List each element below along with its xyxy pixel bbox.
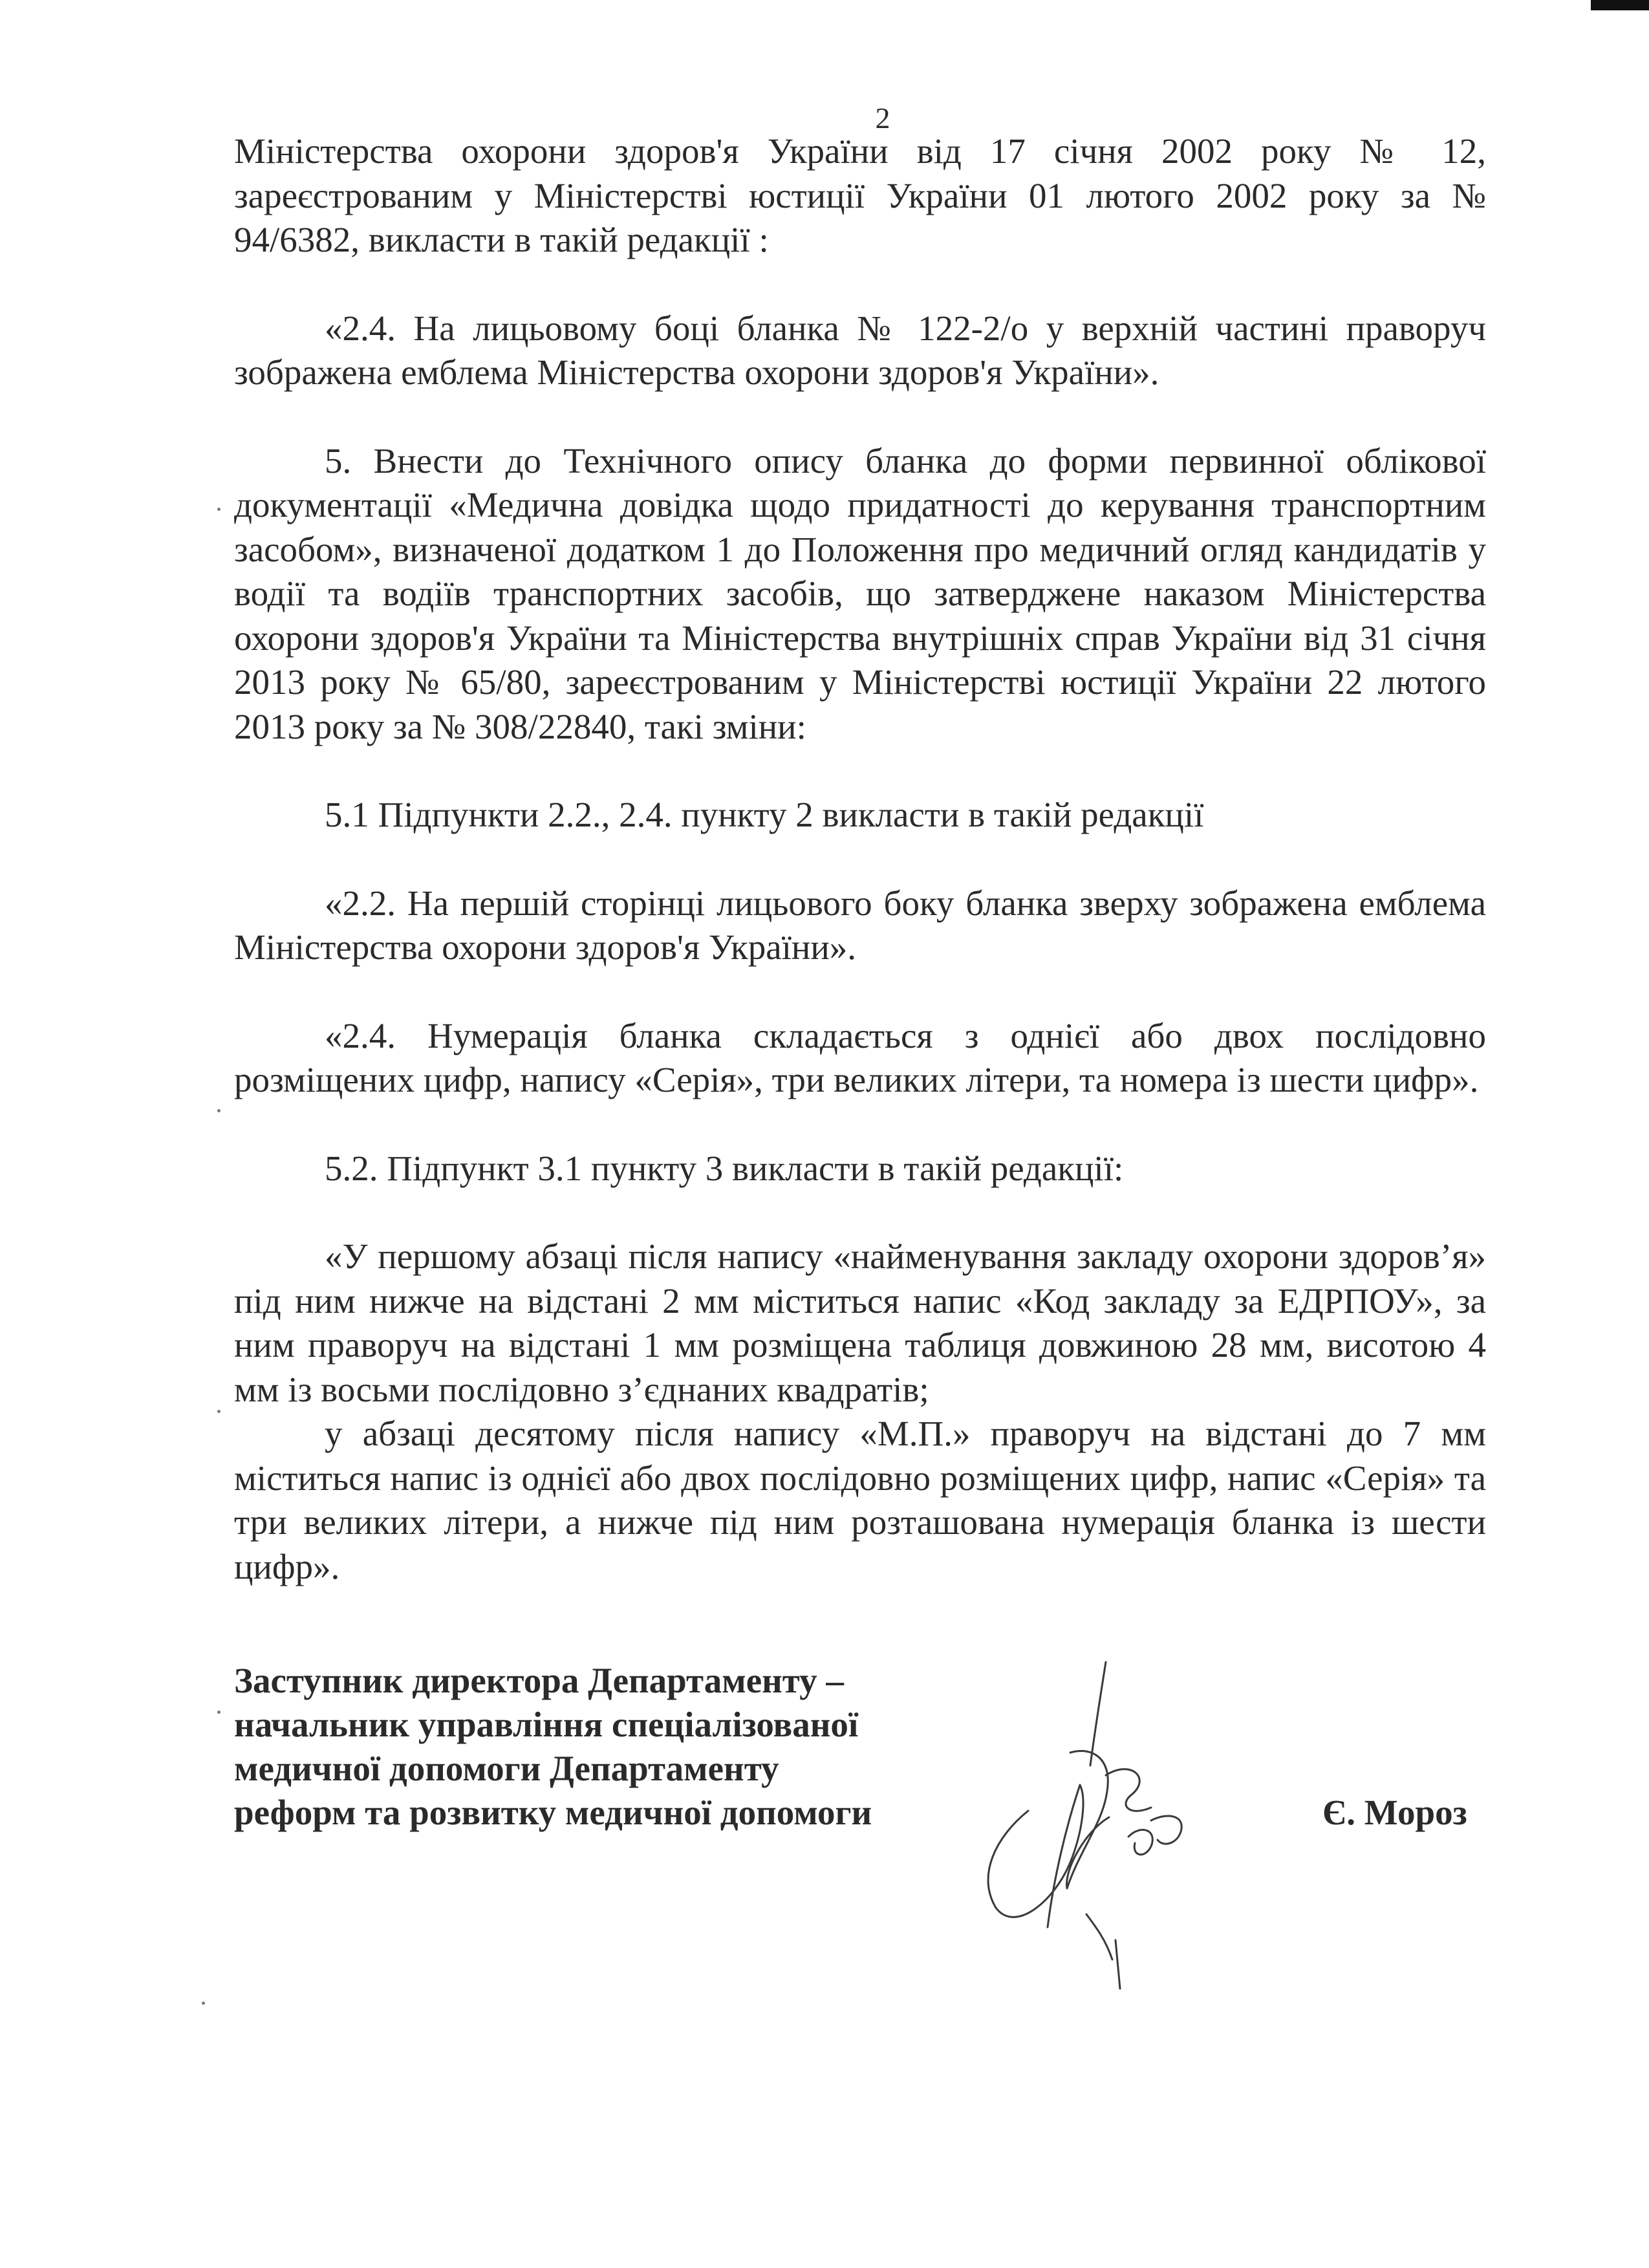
scan-speck (217, 1109, 221, 1112)
paragraph-2-2-quote: «2.2. На першій сторінці лицьового боку бланка зверху зображена емблема Міністерства охорони здоров'я України». (234, 883, 1486, 967)
paragraph-2-4-numbering: «2.4. Нумерація бланка складається з однієї або двох послідовно розміщених цифр, напису «Серія», три великих літери, та номера із шести цифр». (234, 1015, 1486, 1099)
signatory-title (234, 1659, 1042, 1835)
handwritten-signature (957, 1656, 1242, 1992)
paragraph-continuation: Міністерства охорони здоров'я України від 17 січня 2002 року № 12, зареєстрованим у Міністерстві юстиції України 01 лютого 2002 року за № 94/6382, викласти в такій редакції : (234, 131, 1486, 259)
paragraph-5-2: 5.2. Підпункт 3.1 пункту 3 викласти в такій редакції: (325, 1148, 1124, 1188)
paragraph-tenth-abzac: у абзаці десятому після напису «М.П.» праворуч на відстані до 7 мм міститься напис із однієї або двох послідовно розміщених цифр, напис «Серія» та три великих літери, а нижче під ним розташована нумерація бланка із шести цифр». (234, 1414, 1486, 1586)
signatory-title-line: реформ та розвитку медичної допомоги (234, 1793, 872, 1832)
paragraph-2-4-emblem: «2.4. На лицьовому боці бланка № 122-2/о у верхній частині праворуч зображена емблема Міністерства охорони здоров'я України». (234, 308, 1486, 392)
paragraph-5-amendments: 5. Внести до Технічного опису бланка до форми первинної облікової документації «Медична довідка щодо придатності до керування транспортним засобом», визначеної додатком 1 до Положення про медичний огляд кандидатів у водії та водіїв транспортних засобів, що затверджене наказом Міністерства охорони здоров'я України та Міністерства внутрішніх справ України від 31 січня 2013 року № 65/80, зареєстрованим у Міністерстві юстиції України 22 лютого 2013 року за № 308/22840, такі зміни: (234, 440, 1486, 746)
page-number: 2 (875, 102, 890, 135)
document-body (234, 129, 1486, 1633)
scan-speck (217, 1711, 221, 1714)
signer-name: Є. Мороз (1322, 1793, 1467, 1832)
scan-speck (217, 1410, 221, 1413)
signatory-title-line: начальник управління спеціалізованої (234, 1705, 859, 1744)
paragraph-first-abzac: «У першому абзаці після напису «найменування закладу охорони здоров’я» під ним нижче на відстані 2 мм міститься напис «Код закладу за ЕДРПОУ», за ним праворуч на відстані 1 мм розміщена таблиця довжиною 28 мм, висотою 4 мм із восьми послідовно з’єднаних квадратів; (234, 1237, 1486, 1409)
paragraph-5-1: 5.1 Підпункти 2.2., 2.4. пункту 2 викласти в такій редакції (325, 795, 1204, 834)
scan-corner-mark (1591, 0, 1649, 10)
signatory-title-line: Заступник директора Департаменту – (234, 1661, 844, 1700)
scan-speck (217, 508, 221, 511)
signatory-title-line: медичної допомоги Департаменту (234, 1749, 779, 1788)
scan-speck (202, 2002, 205, 2005)
